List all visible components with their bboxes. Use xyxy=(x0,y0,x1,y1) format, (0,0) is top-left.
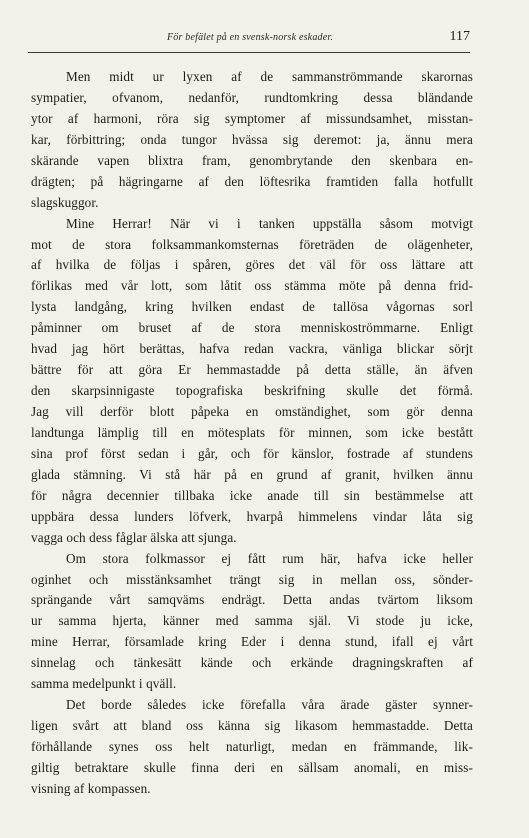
running-title: För befälet på en svensk-norsk eskader. xyxy=(166,32,334,43)
text-line: glada stämning. Vi stå här på en grund af granit, hvilken ännu xyxy=(31,466,473,482)
text-line: af hvilka de följas i spåren, göres det väl för oss lättare att xyxy=(31,257,473,273)
text-line: mine Herrar, församlade kring Eder i denna stund, ifall ej vårt xyxy=(31,634,473,650)
text-line: Det borde således icke förefalla våra ärade gäster synner- xyxy=(66,697,473,713)
text-line: sprängande vårt samqväms endrägt. Detta andas tvärtom liksom xyxy=(31,592,473,608)
body-text xyxy=(31,67,473,800)
text-line: skärande vapen blixtra fram, genombrytande den skenbara en- xyxy=(31,152,473,168)
page-number: 117 xyxy=(449,29,470,44)
text-line: förhållande synes oss helt naturligt, medan en främmande, lik- xyxy=(31,739,473,754)
text-line: oginhet och misstänksamhet trängt sig in mellan oss, sönder- xyxy=(31,571,473,587)
text-line: Om stora folkmassor ej fått rum här, hafva icke heller xyxy=(66,550,473,566)
text-line: kar, förbittring; onda tungor hvässa sig deremot: ja, ännu mera xyxy=(31,131,473,147)
text-line: hvad jag hört berättas, hafva redan vackra, vänliga blickar sörjt xyxy=(31,341,473,357)
text-line: påminner om bruset af de stora menniskoströmmarne. Enligt xyxy=(31,320,473,336)
text-line: Mine Herrar! När vi i tanken uppställa såsom motvigt xyxy=(66,215,473,231)
text-line: landtunga lämplig till en mötesplats för minnen, som icke bestått xyxy=(31,424,473,440)
text-line: den skarpsinnigaste topografiska beskrifning skulle det förmå. xyxy=(31,383,473,399)
text-line: Jag vill derför blott påpeka en omständighet, som gör denna xyxy=(31,404,473,419)
text-line: för några decennier tillbaka icke anade till sin bestämmelse att xyxy=(31,487,473,503)
text-line: giltig betraktare skulle finna deri en sällsam anomali, en miss- xyxy=(31,759,473,775)
text-line: bättre för att göra Er hemmastadde på detta ställe, än äfven xyxy=(31,362,473,378)
text-line: ur samma hjerta, känner med samma själ. Vi stode ju icke, xyxy=(31,613,473,629)
text-line: sympatier, ofvanom, nedanför, rundtomkring dessa bländande xyxy=(31,89,473,105)
text-line: vagga och dess fåglar älska att sjunga. xyxy=(31,529,237,545)
text-line: lysta landgång, kring hvilken endast de tallösa vågornas sorl xyxy=(31,299,473,315)
text-line: visning af kompassen. xyxy=(31,780,151,796)
page-header xyxy=(30,30,470,50)
header-rule xyxy=(28,52,470,53)
text-line: sina prof först sedan i går, och för känslor, fostrade af stundens xyxy=(31,445,473,461)
text-line: Men midt ur lyxen af de sammanströmmande skarornas xyxy=(66,69,473,84)
text-line: mot de stora folksammankomsternas företräden de olägenheter, xyxy=(31,236,473,252)
text-line: slagskuggor. xyxy=(31,194,99,210)
text-line: uppbära dessa lunders löfverk, hvarpå himmelens vindar låta sig xyxy=(31,508,473,524)
text-line: förlikas med vår lott, som låtit oss stämma möte på denna frid- xyxy=(31,278,473,294)
text-line: samma medelpunkt i qväll. xyxy=(31,676,177,692)
text-line: ligen svårt att bland oss känna sig likasom hemmastadde. Detta xyxy=(31,718,473,734)
text-line: ytor af harmoni, röra sig symptomer af missundsamhet, misstan- xyxy=(31,110,473,126)
text-line: drägten; på hägringarne af den löftesrika framtiden falla hotfullt xyxy=(31,173,473,189)
text-line: sinnelag och tänkesätt kände och erkände dragningskraften af xyxy=(31,655,473,671)
